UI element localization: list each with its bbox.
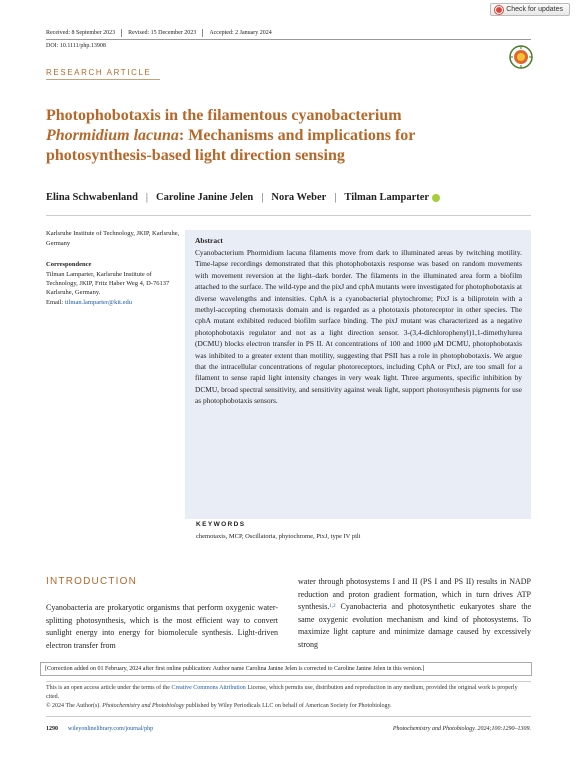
publication-dates	[46, 29, 272, 37]
article-title	[46, 106, 516, 166]
keywords-list: chemotaxis, MCP, Oscillatoria, phytochrome, PixJ, type IV pili	[196, 533, 361, 540]
copyright-journal: Photochemistry and Photobiology	[102, 703, 185, 709]
intro-text: Cyanobacteria and photosynthetic eukaryotes share the same oxygenic evolution mechanism and kind of photosystems. To maximize light capture and minimize damage caused by excessively strong	[298, 602, 531, 649]
copyright-text: © 2024 The Author(s).	[46, 703, 103, 709]
copyright-text: published by Wiley Periodicals LLC on behalf of American Society for Photobiology.	[184, 703, 392, 709]
license-rule	[46, 681, 531, 682]
update-icon	[495, 6, 503, 14]
intro-text: water through photosystems I and II (PS I and PS II) results in NADP reduction and proton gradient formation, which in turn drives ATP synthesis.	[298, 577, 531, 611]
cc-license-link[interactable]: Creative Commons Attribution	[171, 685, 246, 691]
abstract-box	[185, 230, 531, 519]
author-name[interactable]: Elina Schwabenland	[46, 192, 138, 203]
abstract-text: Cyanobacterium Phormidium lacuna filaments move from dark to illuminated areas by twitching motility. Time-lapse recordings demonstrated that this photophobotaxis response was based on random movements with movement reversion at the light–dark border. The filaments in the illuminated area form a biofilm attached to the surface. The wild-type and the pixJ and cphA mutants were investigated for photophobotaxis at diverse wavelengths and intensities. CphA is a cyanobacterial phytochrome; PixJ is a biliprotein with a methyl-accepting chemotaxis domain and is regarded as a phototaxis photoreceptor in other species. The cphA mutant exhibited reduced biofilm surface binding. The pixJ mutant was characterized as a negative photophobotaxis regulator and not as a light direction sensor. 3-(3,4-dichlorophenyl)1,1-dimethylurea (DCMU) blocks electron transfer in PS II. At concentrations of 100 and 1000 μM DCMU, photophobotaxis was inhibited to a greater extent than motility, suggesting that PSII has a role in photophobotaxis. We argue that the intracellular concentrations of regular photoreceptors, including CphA or PixJ, are too small for a filament to sense rapid light intensity changes in very weak light. Three arguments, specific inhibition by DCMU, broad spectral sensitivity, and sensitivity against weak light, support photosynthesis pigments for use as photophobotaxis sensors.	[195, 248, 522, 406]
introduction-column-2	[298, 576, 531, 651]
footer-rule	[46, 716, 531, 717]
email-label: Email:	[46, 298, 64, 306]
article-type-rule	[46, 79, 160, 80]
correction-notice: [Correction added on 01 February, 2024 after first online publication: Author name Carolina Janine Jelen is corrected to Caroline Janine Jelen in this version.]	[40, 662, 532, 676]
keywords-heading: KEYWORDS	[196, 521, 246, 528]
author-name[interactable]: Tilman Lamparter	[344, 192, 430, 203]
author-separator: |	[261, 192, 264, 203]
author-name-with-orcid	[344, 192, 440, 203]
title-species: Phormidium lacuna	[46, 127, 179, 144]
author-list	[46, 192, 440, 203]
page-number: 1290	[46, 726, 58, 732]
doi[interactable]: DOI: 10.1111/php.13908	[46, 43, 106, 49]
article-type-label: RESEARCH ARTICLE	[46, 68, 152, 77]
title-line-1: Photophobotaxis in the filamentous cyanobacterium	[46, 107, 402, 124]
author-separator: |	[145, 192, 149, 203]
check-for-updates-button[interactable]	[490, 3, 570, 16]
author-separator: |	[334, 192, 337, 203]
header-rule	[46, 39, 531, 40]
journal-citation: Photochemistry and Photobiology. 2024;100:1290–1309.	[392, 726, 531, 732]
affiliation: Karlsruhe Institute of Technology, JKIP, Karlsruhe, Germany	[46, 230, 180, 247]
introduction-heading: INTRODUCTION	[46, 576, 138, 587]
abstract-heading: Abstract	[195, 236, 223, 245]
correspondence-heading: Correspondence	[46, 261, 92, 268]
journal-url-link[interactable]: wileyonlinelibrary.com/journal/php	[68, 726, 154, 732]
date-separator	[121, 29, 122, 37]
title-rest: : Mechanisms and implications for photosynthesis-based light direction sensing	[46, 127, 416, 164]
author-name[interactable]: Caroline Janine Jelen	[156, 192, 254, 203]
email-link[interactable]: tilman.lamparter@kit.edu	[64, 298, 132, 306]
correspondence-details	[46, 270, 182, 307]
page-footer	[46, 726, 531, 732]
received-date: Received: 8 September 2023	[46, 30, 116, 36]
revised-date: Revised: 15 December 2023	[128, 30, 197, 36]
society-logo-icon	[509, 45, 533, 69]
check-for-updates-label: Check for updates	[506, 6, 563, 13]
date-separator	[202, 29, 203, 37]
license-text: This is an open access article under the terms of the	[46, 685, 172, 691]
correspondence-text: Tilman Lamparter, Karlsruhe Institute of Technology, JKIP, Fritz Haber Weg 4, D-76137 Karlsruhe, Germany.	[46, 271, 170, 297]
license-block	[46, 684, 531, 711]
reference-link[interactable]: 1,2	[329, 604, 336, 609]
license-text: License, which permits use, distribution and reproduction in any medium, provided the original work is properly cited.	[46, 685, 518, 700]
author-name[interactable]: Nora Weber	[271, 192, 327, 203]
accepted-date: Accepted: 2 January 2024	[209, 30, 272, 36]
author-rule	[46, 215, 531, 216]
introduction-column-1: Cyanobacteria are prokaryotic organisms that perform oxygenic water-splitting photosynthesis, which is the most efficient way to convert sunlight energy into energy for biomolecule synthesis. Light-driven electron transfer from	[46, 603, 278, 650]
orcid-icon[interactable]	[432, 194, 440, 202]
